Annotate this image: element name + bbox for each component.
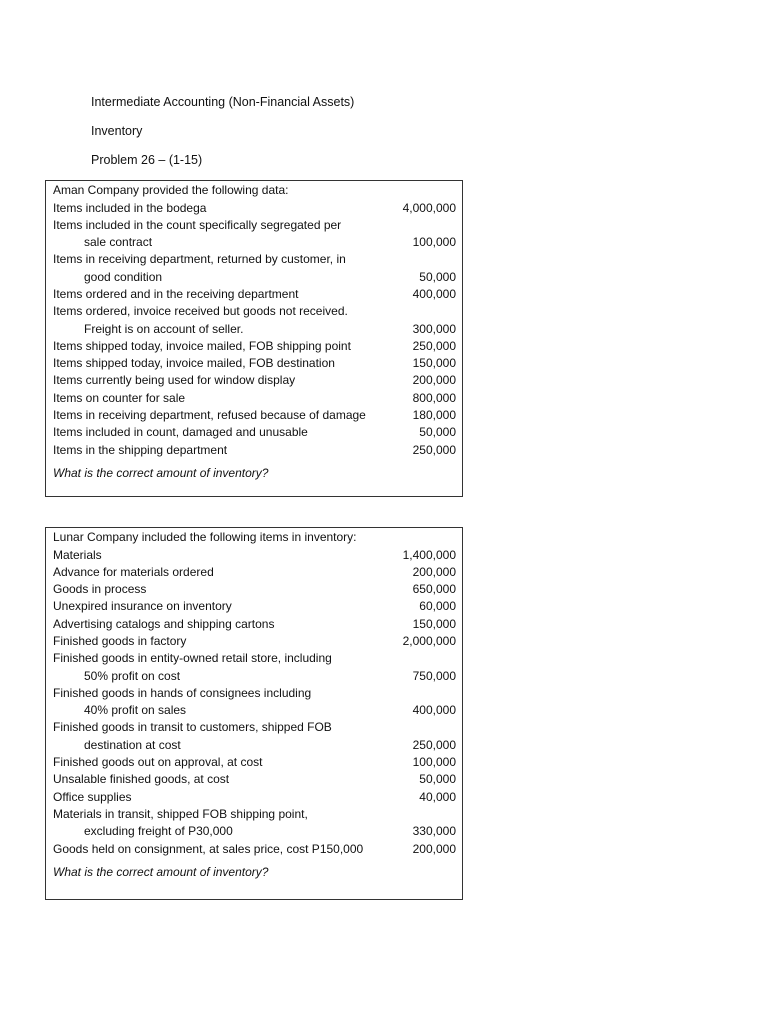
line-item: [53, 719, 456, 754]
item-description-line: Goods held on consignment, at sales price, cost P150,000: [53, 841, 364, 856]
item-amount: 250,000: [412, 442, 456, 457]
item-description: [53, 355, 366, 372]
item-description: [53, 200, 366, 217]
item-amount: 250,000: [412, 338, 456, 353]
item-amount: 50,000: [419, 772, 456, 787]
line-item: [53, 355, 456, 372]
line-item: [53, 286, 456, 303]
item-description: [53, 564, 366, 581]
line-item: [53, 407, 456, 424]
item-amount: 250,000: [412, 737, 456, 752]
line-item: [53, 806, 456, 841]
line-item: [53, 200, 456, 217]
item-description: [53, 390, 366, 407]
item-description: [53, 598, 366, 615]
item-amount: 100,000: [412, 235, 456, 250]
item-amount: 60,000: [419, 599, 456, 614]
item-description-line: Items included in the bodega: [53, 200, 207, 215]
item-description: [53, 633, 366, 650]
item-amount: 650,000: [412, 582, 456, 597]
item-amount: 200,000: [412, 373, 456, 388]
problem-title: Problem 26 – (1-15): [91, 153, 203, 167]
item-description-line: Items shipped today, invoice mailed, FOB destination: [53, 356, 335, 371]
item-description-line: Items included in the count specifically segregated per: [53, 217, 342, 232]
item-description-line: Items included in count, damaged and unusable: [53, 425, 308, 440]
item-description-line: Advertising catalogs and shipping cartons: [53, 616, 275, 631]
item-description-line: Materials in transit, shipped FOB shipping point,: [53, 806, 308, 821]
item-description: [53, 719, 366, 754]
item-description-line: 40% profit on sales: [84, 703, 187, 718]
item-description: [53, 286, 366, 303]
item-description: [53, 581, 366, 598]
item-description-line: Items in the shipping department: [53, 442, 228, 457]
line-item: [53, 685, 456, 720]
item-amount: 2,000,000: [402, 633, 456, 648]
item-amount: 200,000: [412, 841, 456, 856]
line-item: [53, 771, 456, 788]
item-description-line: Finished goods in entity-owned retail store, including: [53, 651, 332, 666]
item-description-line: Goods in process: [53, 582, 147, 597]
item-amount: 400,000: [412, 286, 456, 301]
line-item: [53, 581, 456, 598]
line-item: [53, 650, 456, 685]
item-description-line: Finished goods in factory: [53, 633, 187, 648]
item-description: [53, 771, 366, 788]
line-item: [53, 303, 456, 338]
line-item: [53, 564, 456, 581]
item-description-line: Advance for materials ordered: [53, 564, 214, 579]
item-amount: 50,000: [419, 425, 456, 440]
item-description-line: Items in receiving department, returned by customer, in: [53, 252, 346, 267]
item-description-line: sale contract: [84, 235, 153, 250]
item-description: [53, 303, 366, 338]
line-item: [53, 442, 456, 459]
item-description: [53, 789, 366, 806]
item-description-line: Items currently being used for window display: [53, 373, 296, 388]
item-description: [53, 251, 366, 286]
problem-box-aman: [45, 180, 463, 497]
topic-title: Inventory: [91, 124, 143, 138]
line-item: [53, 841, 456, 858]
problem-statement: Lunar Company included the following items in inventory:: [53, 530, 357, 544]
item-description-line: Finished goods out on approval, at cost: [53, 755, 263, 770]
item-amount: 1,400,000: [402, 547, 456, 562]
item-description-line: Office supplies: [53, 789, 132, 804]
item-description-line: Items shipped today, invoice mailed, FOB shipping point: [53, 338, 351, 353]
item-description: [53, 442, 366, 459]
item-description-line: Items in receiving department, refused because of damage: [53, 408, 366, 423]
course-title: Intermediate Accounting (Non-Financial Assets): [91, 95, 355, 109]
item-description: [53, 372, 366, 389]
line-item: [53, 251, 456, 286]
item-description-line: Unsalable finished goods, at cost: [53, 772, 230, 787]
item-description: [53, 338, 366, 355]
item-description: [53, 424, 366, 441]
item-description: [53, 650, 366, 685]
item-description: [53, 806, 366, 841]
item-amount: 50,000: [419, 269, 456, 284]
question-text: What is the correct amount of inventory?: [53, 465, 269, 480]
item-description-line: 50% profit on cost: [84, 668, 181, 683]
line-item: [53, 547, 456, 564]
item-description-line: destination at cost: [84, 737, 181, 752]
line-item: [53, 598, 456, 615]
item-description-line: Freight is on account of seller.: [84, 321, 244, 336]
line-item: [53, 338, 456, 355]
item-amount: 300,000: [412, 321, 456, 336]
item-description-line: Items on counter for sale: [53, 390, 186, 405]
line-item: [53, 390, 456, 407]
item-description: [53, 685, 366, 720]
item-description: [53, 616, 366, 633]
item-description-line: Unexpired insurance on inventory: [53, 599, 232, 614]
line-item: [53, 372, 456, 389]
question-text: What is the correct amount of inventory?: [53, 864, 269, 879]
item-description: [53, 547, 366, 564]
item-description: [53, 217, 366, 252]
line-item: [53, 616, 456, 633]
item-description-line: Finished goods in hands of consignees including: [53, 685, 312, 700]
item-description-line: Materials: [53, 547, 102, 562]
item-amount: 150,000: [412, 356, 456, 371]
item-description: [53, 407, 366, 424]
item-amount: 750,000: [412, 668, 456, 683]
item-amount: 200,000: [412, 564, 456, 579]
item-amount: 40,000: [419, 789, 456, 804]
line-item: [53, 633, 456, 650]
problem-box-lunar: [45, 527, 463, 900]
item-amount: 800,000: [412, 390, 456, 405]
line-item: [53, 217, 456, 252]
line-item: [53, 789, 456, 806]
item-amount: 150,000: [412, 616, 456, 631]
line-item: [53, 424, 456, 441]
item-amount: 4,000,000: [402, 200, 456, 215]
item-description: [53, 754, 366, 771]
item-amount: 100,000: [412, 755, 456, 770]
item-description-line: excluding freight of P30,000: [84, 824, 233, 839]
item-description-line: Items ordered and in the receiving department: [53, 286, 299, 301]
item-amount: 400,000: [412, 703, 456, 718]
item-description: [53, 841, 366, 858]
problem-statement: Aman Company provided the following data:: [53, 183, 289, 197]
item-amount: 330,000: [412, 824, 456, 839]
item-description-line: Finished goods in transit to customers, shipped FOB: [53, 720, 332, 735]
line-item: [53, 754, 456, 771]
item-amount: 180,000: [412, 408, 456, 423]
item-description-line: good condition: [84, 269, 163, 284]
item-description-line: Items ordered, invoice received but goods not received.: [53, 304, 348, 319]
